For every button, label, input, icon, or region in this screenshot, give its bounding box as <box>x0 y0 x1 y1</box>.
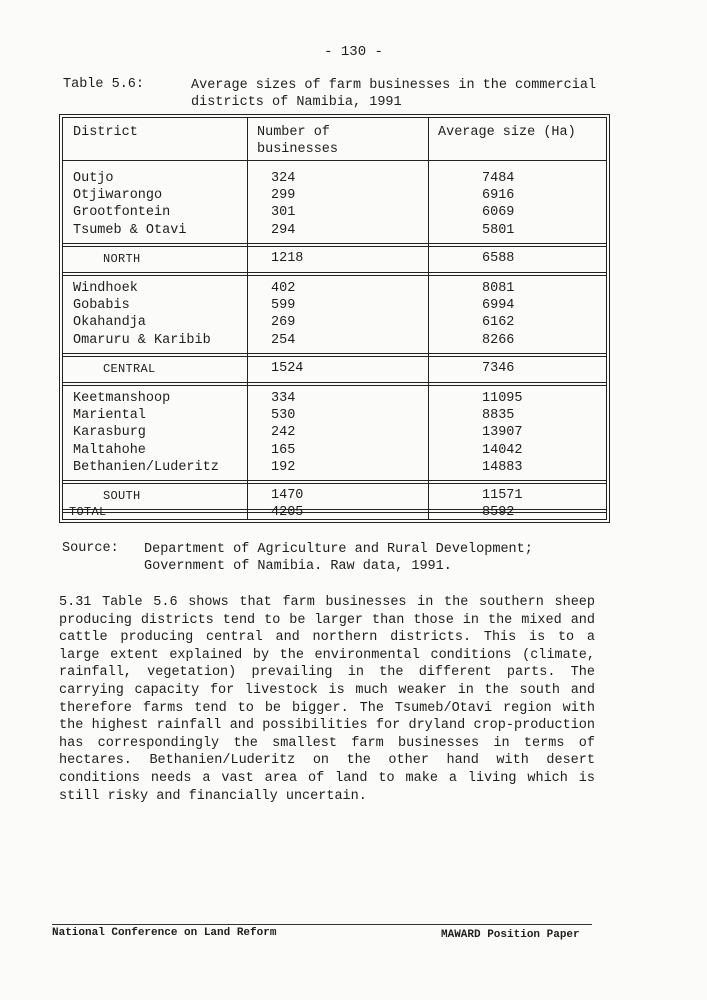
region-subtotal-average: 11571 <box>482 488 523 503</box>
column-divider <box>247 118 248 519</box>
business-count: 530 <box>271 408 296 424</box>
district-name: Bethanien/Luderitz <box>73 459 219 475</box>
business-count: 599 <box>271 298 296 314</box>
district-name: Gobabis <box>73 298 130 314</box>
average-size: 8266 <box>482 332 515 348</box>
row-rule <box>63 382 606 386</box>
body-paragraph: 5.31 Table 5.6 shows that farm businesses in the southern sheep producing districts tend to be larger than those in the mixed and cattle producing central and northern districts. This is to a large extent explained by the environmental conditions (climate, rainfall, vegetation) prevailing in the different parts. The carrying capacity for livestock is much weaker in the south and therefore farms tend to be bigger. The Tsumeb/Otavi region with the highest rainfall and possibilities for dryland crop-production has correspondingly the smallest farm businesses in terms of hectares. Bethanien/Luderitz on the other hand with desert conditions needs a vast area of land to make a living which is still risky and financially uncertain. <box>59 595 595 804</box>
average-size: 8835 <box>482 408 515 424</box>
business-count: 334 <box>271 391 296 406</box>
business-count: 192 <box>271 459 296 475</box>
average-size: 6162 <box>482 315 515 331</box>
average-size: 6994 <box>482 298 515 314</box>
average-size: 14042 <box>482 442 523 458</box>
farm-size-table <box>59 114 610 523</box>
average-size: 8081 <box>482 281 515 296</box>
total-label: TOTAL <box>69 505 107 519</box>
row-rule <box>63 272 606 276</box>
business-count: 242 <box>271 425 296 441</box>
average-size: 13907 <box>482 425 523 441</box>
row-rule <box>63 243 606 247</box>
business-count: 299 <box>271 188 296 204</box>
region-subtotal-label: CENTRAL <box>103 361 156 376</box>
average-size: 5801 <box>482 222 515 238</box>
business-count: 324 <box>271 171 296 186</box>
district-name: Mariental <box>73 408 146 424</box>
average-size: 6916 <box>482 188 515 204</box>
header-rule <box>63 160 606 161</box>
region-subtotal-businesses: 1524 <box>271 360 304 376</box>
source-label: Source: <box>62 541 119 556</box>
header-district: District <box>73 125 138 140</box>
district-name: Grootfontein <box>73 205 171 221</box>
header-businesses: Number of businesses <box>257 125 339 157</box>
footer-rule <box>52 924 592 925</box>
business-count: 269 <box>271 315 296 331</box>
region-subtotal-average: 7346 <box>482 360 515 376</box>
average-size: 11095 <box>482 391 523 406</box>
table-grid <box>62 117 607 520</box>
region-subtotal-businesses: 1470 <box>271 488 304 503</box>
business-count: 402 <box>271 281 296 296</box>
district-name: Maltahohe <box>73 442 146 458</box>
district-name: Okahandja <box>73 315 146 331</box>
footer-conference: National Conference on Land Reform <box>52 927 277 939</box>
row-rule <box>63 353 606 357</box>
average-size: 6069 <box>482 205 515 221</box>
region-subtotal-businesses: 1218 <box>271 250 304 266</box>
business-count: 165 <box>271 442 296 458</box>
total-businesses: 4205 <box>271 505 304 520</box>
region-subtotal-average: 6588 <box>482 250 515 266</box>
business-count: 294 <box>271 222 296 238</box>
average-size: 7484 <box>482 171 515 186</box>
region-subtotal-label: SOUTH <box>103 489 141 503</box>
footer-paper-title: MAWARD Position Paper <box>441 929 580 941</box>
business-count: 301 <box>271 205 296 221</box>
average-size: 14883 <box>482 459 523 475</box>
header-average-size: Average size (Ha) <box>438 125 576 140</box>
source-text: Department of Agriculture and Rural Development; Government of Namibia. Raw data, 1991. <box>144 542 533 574</box>
row-rule <box>63 509 606 513</box>
business-count: 254 <box>271 332 296 348</box>
district-name: Omaruru & Karibib <box>73 332 211 348</box>
page-number: - 130 - <box>324 44 383 60</box>
region-subtotal-label: NORTH <box>103 251 141 266</box>
district-name: Windhoek <box>73 281 138 296</box>
district-name: Karasburg <box>73 425 146 441</box>
total-average: 8592 <box>482 505 515 520</box>
district-name: Otjiwarongo <box>73 188 163 204</box>
table-title: Average sizes of farm businesses in the commercial districts of Namibia, 1991 <box>191 78 597 110</box>
table-label: Table 5.6: <box>63 77 145 92</box>
district-name: Tsumeb & Otavi <box>73 222 187 238</box>
row-rule <box>63 480 606 484</box>
column-divider <box>428 118 429 519</box>
district-name: Outjo <box>73 171 114 186</box>
district-name: Keetmanshoop <box>73 391 171 406</box>
